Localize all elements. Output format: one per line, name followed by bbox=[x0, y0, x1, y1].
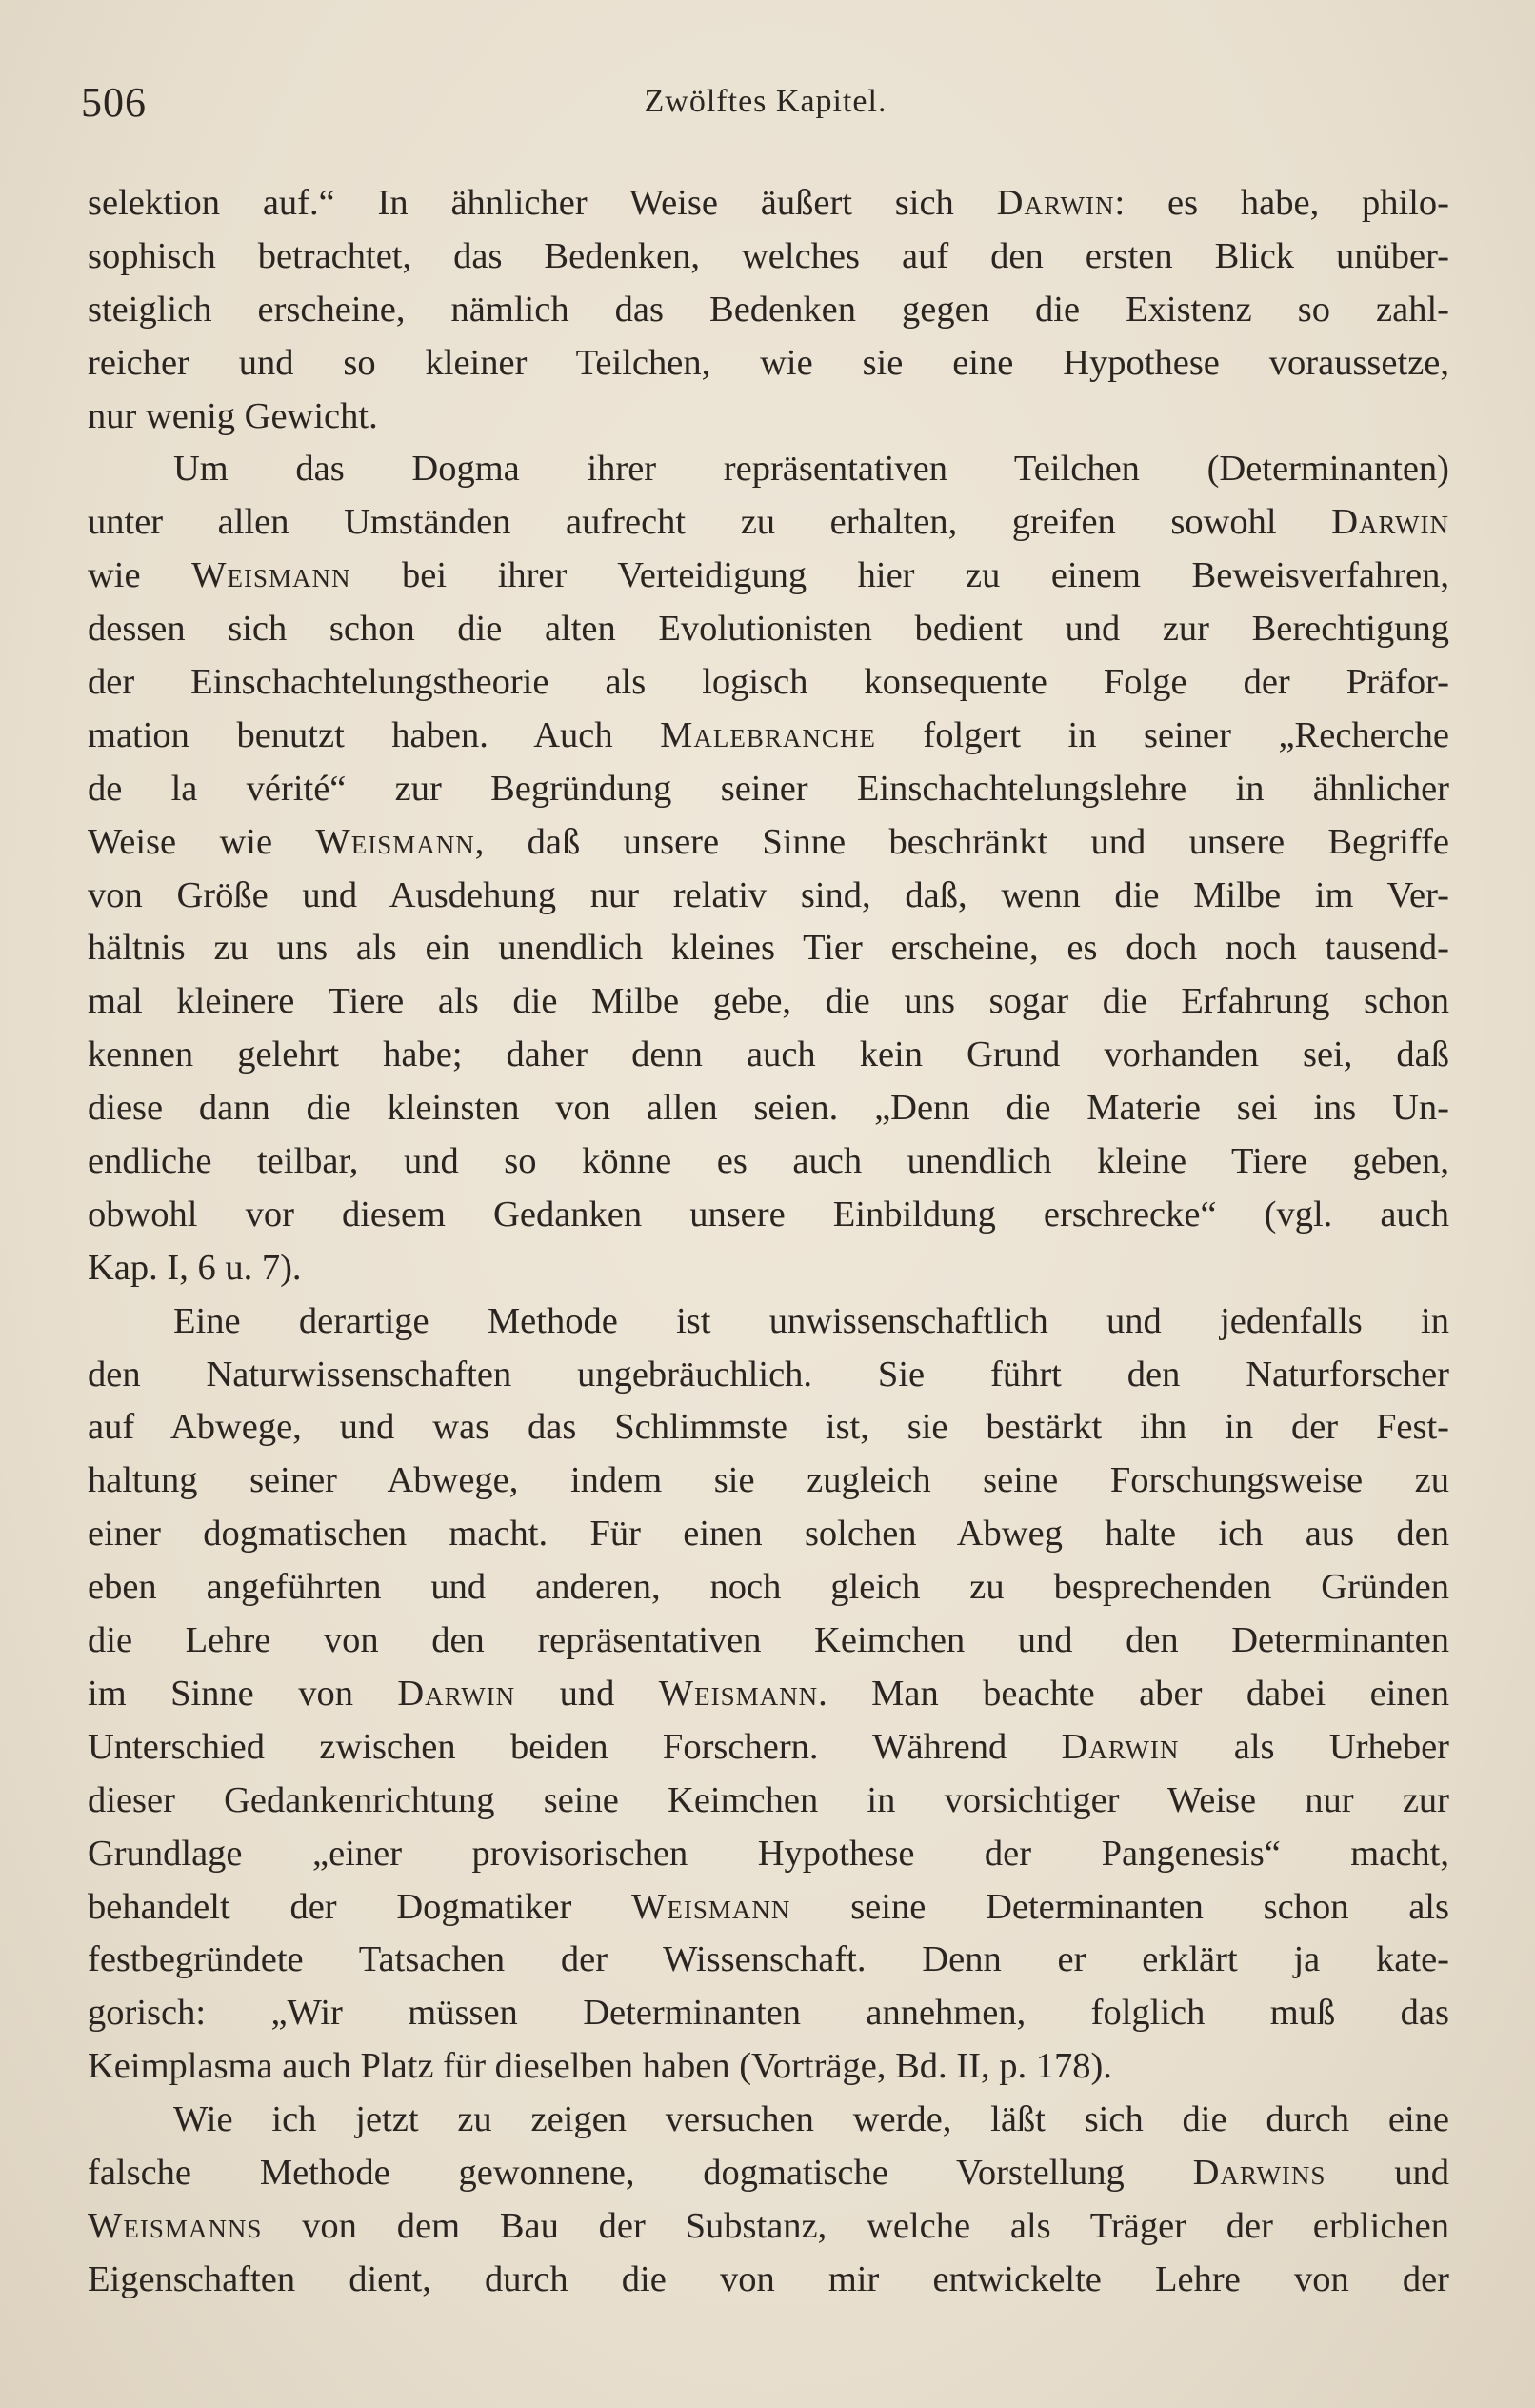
text-line bbox=[88, 1508, 1449, 1561]
running-head: Zwölftes Kapitel. bbox=[644, 84, 887, 119]
text-segment: gorisch: „Wir müssen Determinanten annehmen, folglich muß das bbox=[88, 1993, 1449, 2034]
text-line bbox=[88, 337, 1449, 391]
text-segment: obwohl vor diesem Gedanken unsere Einbildung erschrecke“ (vgl. auch bbox=[88, 1194, 1449, 1234]
text-segment: Keimplasma auch Platz für dieselben haben (Vorträge, Bd. II, p. 178). bbox=[88, 2046, 1112, 2087]
text-segment: festbegründete Tatsachen der Wissenschaft. Denn er erklärt ja kate- bbox=[88, 1939, 1449, 1980]
text-segment: die Lehre von den repräsentativen Keimchen und den Determinanten bbox=[88, 1620, 1449, 1661]
text-line bbox=[88, 1295, 1449, 1349]
text-line bbox=[88, 763, 1449, 816]
text-line bbox=[88, 443, 1449, 496]
text-line bbox=[88, 870, 1449, 923]
text-line bbox=[88, 922, 1449, 975]
author-name: Weismanns bbox=[88, 2205, 263, 2246]
text-segment: mal kleinere Tiere als die Milbe gebe, die uns sogar die Erfahrung schon bbox=[88, 981, 1449, 1022]
text-line bbox=[88, 603, 1449, 656]
text-segment: wie bbox=[88, 555, 192, 596]
text-line bbox=[88, 1615, 1449, 1668]
text-line bbox=[88, 2040, 1449, 2094]
author-name: Darwin bbox=[1331, 502, 1449, 543]
author-name: Weismann bbox=[658, 1673, 819, 1714]
text-segment: Wie ich jetzt zu zeigen versuchen werde, läßt sich die durch eine bbox=[173, 2099, 1449, 2140]
text-segment: auf Abwege, und was das Schlimmste ist, sie bestärkt ihn in der Fest- bbox=[88, 1407, 1449, 1448]
text-segment: seine Determinanten schon als bbox=[790, 1886, 1449, 1927]
text-segment: im Sinne von bbox=[88, 1673, 398, 1714]
text-line bbox=[88, 2254, 1449, 2307]
text-segment: steiglich erscheine, nämlich das Bedenken gegen die Existenz so zahl- bbox=[88, 289, 1449, 330]
text-segment: hältnis zu uns als ein unendlich kleines Tier erscheine, es doch noch tausend- bbox=[88, 928, 1449, 969]
text-line bbox=[88, 2147, 1449, 2200]
text-line bbox=[88, 2094, 1449, 2147]
text-line bbox=[88, 1987, 1449, 2040]
text-line bbox=[88, 1189, 1449, 1242]
text-segment: sophisch betrachtet, das Bedenken, welches auf den ersten Blick unüber- bbox=[88, 235, 1449, 276]
text-line bbox=[88, 710, 1449, 763]
author-name: Darwin bbox=[1061, 1726, 1180, 1767]
text-line bbox=[88, 1828, 1449, 1881]
text-segment: selektion auf.“ In ähnlicher Weise äußert sich bbox=[88, 183, 997, 223]
text-segment: unter allen Umständen aufrecht zu erhalten, greifen sowohl bbox=[88, 502, 1332, 543]
text-segment: und bbox=[1326, 2152, 1449, 2193]
text-segment: : es habe, philo- bbox=[1114, 183, 1449, 223]
text-segment: Weise wie bbox=[88, 821, 316, 862]
text-line bbox=[88, 2200, 1449, 2254]
text-line bbox=[88, 231, 1449, 284]
text-line bbox=[88, 1349, 1449, 1402]
text-segment: von dem Bau der Substanz, welche als Träger der erblichen bbox=[262, 2205, 1449, 2246]
text-segment: von Größe und Ausdehung nur relativ sind, daß, wenn die Milbe im Ver- bbox=[88, 874, 1449, 915]
author-name: Weismann bbox=[191, 555, 351, 596]
text-segment: bei ihrer Verteidigung hier zu einem Beweisverfahren, bbox=[350, 555, 1449, 596]
page-number: 506 bbox=[81, 79, 147, 126]
text-segment: endliche teilbar, und so könne es auch unendlich kleine Tiere geben, bbox=[88, 1141, 1449, 1182]
text-segment: folgert in seiner „Recherche bbox=[875, 714, 1449, 755]
text-line bbox=[88, 816, 1449, 870]
text-segment: Kap. I, 6 u. 7). bbox=[88, 1247, 302, 1288]
text-segment: dessen sich schon die alten Evolutionisten bedient und zur Berechtigung bbox=[88, 609, 1449, 650]
text-segment: Unterschied zwischen beiden Forschern. Während bbox=[88, 1726, 1062, 1767]
text-line bbox=[88, 177, 1449, 231]
text-segment: eben angeführten und anderen, noch gleich zu besprechenden Gründen bbox=[88, 1567, 1449, 1608]
text-segment: diese dann die kleinsten von allen seien. „Denn die Materie sei ins Un- bbox=[88, 1088, 1449, 1129]
text-segment: nur wenig Gewicht. bbox=[88, 395, 378, 436]
text-line bbox=[88, 1029, 1449, 1082]
text-segment: reicher und so kleiner Teilchen, wie sie eine Hypothese voraussetze, bbox=[88, 342, 1449, 383]
author-name: Darwin bbox=[397, 1673, 516, 1714]
text-segment: behandelt der Dogmatiker bbox=[88, 1886, 632, 1927]
text-line bbox=[88, 1561, 1449, 1615]
text-segment: einer dogmatischen macht. Für einen solchen Abweg halte ich aus den bbox=[88, 1514, 1449, 1555]
text-segment: haltung seiner Abwege, indem sie zugleich seine Forschungsweise zu bbox=[88, 1460, 1449, 1501]
author-name: Darwin bbox=[996, 183, 1115, 223]
text-line bbox=[88, 1242, 1449, 1295]
text-line bbox=[88, 1881, 1449, 1935]
text-segment: de la vérité“ zur Begründung seiner Einschachtelungslehre in ähnlicher bbox=[88, 768, 1449, 809]
text-line bbox=[88, 1082, 1449, 1135]
text-line bbox=[88, 1135, 1449, 1189]
body-text bbox=[88, 177, 1449, 2307]
text-segment: Eigenschaften dient, durch die von mir entwickelte Lehre von der bbox=[88, 2258, 1449, 2299]
text-segment: Um das Dogma ihrer repräsentativen Teilchen (Determinanten) bbox=[173, 449, 1449, 490]
text-line bbox=[88, 975, 1449, 1029]
author-name: Weismann bbox=[315, 821, 475, 862]
text-line bbox=[88, 1668, 1449, 1721]
text-line bbox=[88, 1934, 1449, 1987]
text-line bbox=[88, 1721, 1449, 1775]
text-segment: falsche Methode gewonnene, dogmatische Vorstellung bbox=[88, 2152, 1193, 2193]
text-segment: der Einschachtelungstheorie als logisch konsequente Folge der Präfor- bbox=[88, 662, 1449, 703]
text-segment: mation benutzt haben. Auch bbox=[88, 714, 661, 755]
text-segment: dieser Gedankenrichtung seine Keimchen in vorsichtiger Weise nur zur bbox=[88, 1779, 1449, 1820]
author-name: Weismann bbox=[631, 1886, 791, 1927]
text-segment: als Urheber bbox=[1179, 1726, 1449, 1767]
text-segment: den Naturwissenschaften ungebräuchlich. Sie führt den Naturforscher bbox=[88, 1354, 1449, 1395]
text-segment: und bbox=[515, 1673, 659, 1714]
text-line bbox=[88, 1455, 1449, 1508]
author-name: Malebranche bbox=[660, 714, 876, 755]
text-line bbox=[88, 1401, 1449, 1455]
text-segment: . Man beachte aber dabei einen bbox=[818, 1673, 1449, 1714]
author-name: Darwins bbox=[1192, 2152, 1326, 2193]
text-segment: kennen gelehrt habe; daher denn auch kein Grund vorhanden sei, daß bbox=[88, 1034, 1449, 1075]
text-segment: Eine derartige Methode ist unwissenschaftlich und jedenfalls in bbox=[173, 1300, 1449, 1341]
text-segment: Grundlage „einer provisorischen Hypothese der Pangenesis“ macht, bbox=[88, 1833, 1449, 1874]
text-line bbox=[88, 496, 1449, 550]
text-line bbox=[88, 1775, 1449, 1828]
text-line bbox=[88, 656, 1449, 710]
text-line bbox=[88, 550, 1449, 603]
text-segment: , daß unsere Sinne beschränkt und unsere Begriffe bbox=[474, 821, 1449, 862]
text-line bbox=[88, 284, 1449, 337]
text-line bbox=[88, 391, 1449, 444]
page-header bbox=[81, 78, 1450, 135]
